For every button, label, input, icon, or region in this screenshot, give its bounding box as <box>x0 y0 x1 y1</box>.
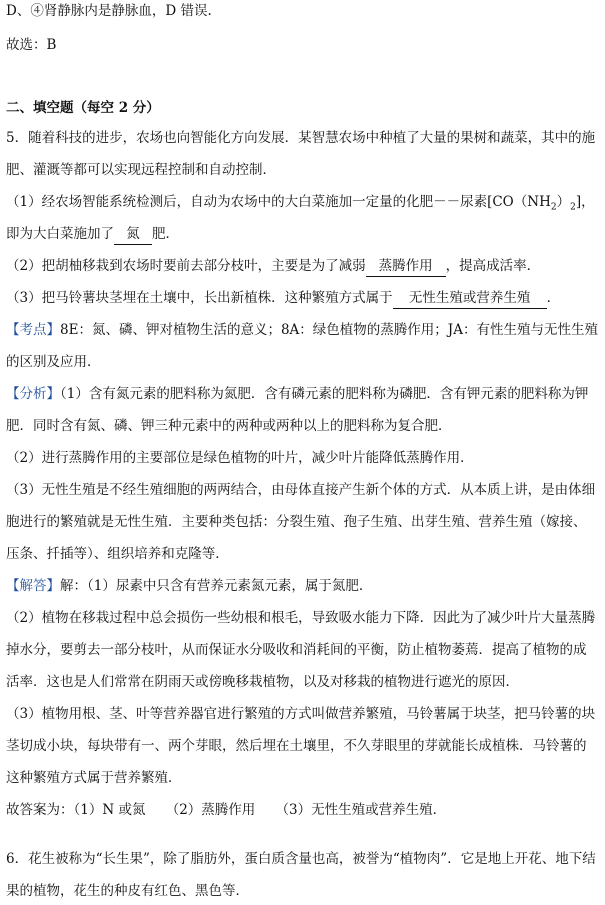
section-title: 二、填空题（每空 2 分） <box>6 100 160 116</box>
q6-line-1: 6．花生被称为“长生果”，除了脂肪外，蛋白质含量也高，被誉为“植物肉”．它是地上开花、地下结 <box>6 851 596 867</box>
fenxi-line-3: （2）进行蒸腾作用的主要部位是绿色植物的叶片，减少叶片能降低蒸腾作用． <box>6 450 474 466</box>
kaodian-tag: 【考点】 <box>6 322 60 338</box>
answer-blank-3: 无性生殖或营养生殖 <box>393 288 547 309</box>
fenxi-line-4: （3）无性生殖是不经生殖细胞的两两结合，由母体直接产生新个体的方式．从本质上讲，是由体细 <box>6 482 596 498</box>
q5-stem-line-1: 5．随着科技的进步，农场也向智能化方向发展．某智慧农场中种植了大量的果树和蔬菜，其中的施 <box>6 130 596 146</box>
fenxi-line-1: 【分析】（1）含有氮元素的肥料称为氮肥．含有磷元素的肥料称为磷肥．含有钾元素的肥料称为钾 <box>6 386 589 402</box>
fenxi-line-5: 胞进行的繁殖就是无性生殖．主要种类包括：分裂生殖、孢子生殖、出芽生殖、营养生殖（嫁接、 <box>6 514 587 530</box>
jieda-line-5: （3）植物用根、茎、叶等营养器官进行繁殖的方式叫做营养繁殖，马铃薯属于块茎，把马铃薯的块 <box>6 706 596 722</box>
jieda-line-1: 【解答】解：（1）尿素中只含有营养元素氮元素，属于氮肥． <box>6 578 373 594</box>
jieda-line-4: 活率．这也是人们常常在阴雨天或傍晚移栽植物，以及对移栽的植物进行遮光的原因． <box>6 674 519 690</box>
fenxi-line-6: 压条、扦插等）、组织培养和克隆等． <box>6 546 229 562</box>
kaodian-line-2: 的区别及应用． <box>6 354 101 370</box>
q6-line-2: 果的植物，花生的种皮有红色、黑色等． <box>6 883 249 899</box>
jieda-line-7: 这种繁殖方式属于营养繁殖． <box>6 770 182 786</box>
jieda-line-3: 掉水分，要剪去一部分枝叶，从而保证水分吸收和消耗间的平衡，防止植物萎蔫．提高了植物的成 <box>6 642 587 658</box>
q5-part1-line-1: （1）经农场智能系统检测后，自动为农场中的大白菜施加一定量的化肥－－尿素$[CO(NH_2)_2]$， <box>6 194 595 213</box>
answer-blank-1: 氮 <box>114 224 152 245</box>
jieda-line-2: （2）植物在移栽过程中总会损伤一些幼根和根毛，导致吸水能力下降．因此为了减少叶片大量蒸腾 <box>6 610 596 626</box>
final-answer: 故答案为：（1）N 或氮 （2）蒸腾作用 （3）无性生殖或营养生殖． <box>6 802 447 818</box>
prev-answer: 故选：B <box>6 37 57 53</box>
kaodian-line-1: 【考点】8E：氮、磷、钾对植物生活的意义；8A：绿色植物的蒸腾作用；JA：有性生殖与无性生殖 <box>6 322 598 338</box>
prev-option-d: D、④肾静脉内是静脉血，D 错误. <box>6 3 212 19</box>
fenxi-tag: 【分析】 <box>6 386 60 402</box>
q5-part2: （2）把胡柚移栽到农场时要前去部分枝叶，主要是为了减弱 蒸腾作用 ，提高成活率． <box>6 256 601 277</box>
fenxi-line-2: 肥．同时含有氮、磷、钾三种元素中的两种或两种以上的肥料称为复合肥． <box>6 418 452 434</box>
answer-blank-2: 蒸腾作用 <box>366 256 446 277</box>
jieda-line-6: 茎切成小块，每块带有一、两个芽眼，然后埋在土壤里，不久芽眼里的芽就能长成植株．马铃薯的 <box>6 738 587 754</box>
q5-part3: （3）把马铃薯块茎埋在土壤中，长出新植株．这种繁殖方式属于 无性生殖或营养生殖 ． <box>6 288 601 309</box>
jieda-tag: 【解答】 <box>6 578 60 594</box>
q5-part1-line-2: 即为大白菜施加了 氮 肥． <box>6 224 601 245</box>
q5-stem-line-2: 肥、灌溉等都可以实现远程控制和自动控制． <box>6 162 276 178</box>
